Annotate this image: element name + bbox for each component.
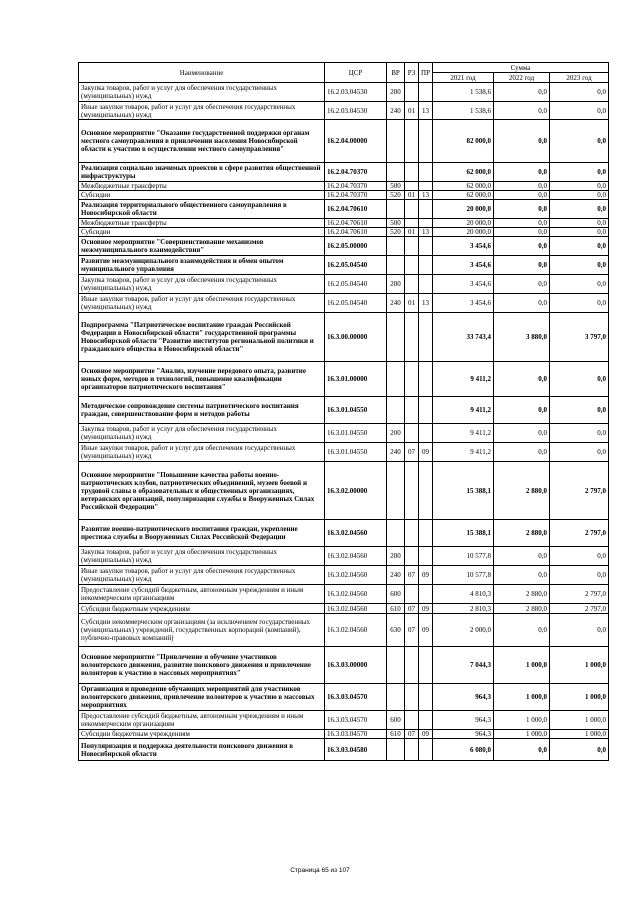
cell-name: Субсидии [79,191,325,200]
cell-vr [387,313,405,362]
page-number: Страница 65 из 107 [290,867,350,874]
cell-2023: 0,0 [550,163,609,182]
cell-2022: 0,0 [494,191,550,200]
cell-2021: 9 411,2 [433,362,494,397]
cell-rz [405,585,419,604]
cell-csr: 16.3.00.00000 [325,313,387,362]
cell-rz [405,200,419,219]
cell-2023: 1 000,0 [550,711,609,730]
cell-pr: 09 [419,566,433,585]
cell-name: Основное мероприятие "Анализ, изучение передового опыта, развитие новых форм, методов и технологий, повышение квалификации организаторов патриотического воспитания" [79,362,325,397]
cell-rz [405,397,419,424]
cell-rz [405,547,419,566]
cell-2021: 3 454,6 [433,256,494,275]
cell-2022: 0,0 [494,424,550,443]
header-pr: ПР [419,63,433,83]
cell-2023: 0,0 [550,83,609,102]
cell-name: Методическое сопровождение системы патриотического воспитания граждан, совершенствование форм и методов работы [79,397,325,424]
cell-pr [419,163,433,182]
cell-2022: 1 000,0 [494,647,550,684]
cell-rz: 07 [405,730,419,739]
cell-csr: 16.2.04.70370 [325,163,387,182]
cell-2023: 0,0 [550,256,609,275]
cell-vr [387,647,405,684]
cell-pr [419,219,433,228]
cell-vr [387,200,405,219]
cell-2023: 0,0 [550,547,609,566]
cell-2021: 964,3 [433,684,494,711]
cell-csr: 16.2.05.04540 [325,275,387,294]
cell-vr [387,256,405,275]
table-row [79,200,609,219]
cell-2022: 0,0 [494,443,550,462]
table-row [79,163,609,182]
cell-2022: 0,0 [494,294,550,313]
cell-2023: 0,0 [550,362,609,397]
cell-rz [405,120,419,163]
cell-name: Популяризация и поддержка деятельности поискового движения в Новосибирской области [79,739,325,761]
table-row [79,462,609,520]
cell-vr: 630 [387,614,405,647]
table-row [79,83,609,102]
cell-name: Субсидии бюджетным учреждениям [79,730,325,739]
cell-rz: 01 [405,191,419,200]
table-row [79,711,609,730]
cell-name: Основное мероприятие "Привлечение и обучение участников волонтерского движения, развитие поискового движения и привлечение волонтеров к участию в массовых мероприятиях" [79,647,325,684]
cell-pr: 13 [419,228,433,237]
cell-pr [419,739,433,761]
cell-2021: 7 044,3 [433,647,494,684]
cell-vr [387,397,405,424]
cell-csr: 16.3.03.00000 [325,647,387,684]
cell-name: Реализация территориального общественного самоуправления в Новосибирской области [79,200,325,219]
cell-vr [387,520,405,547]
cell-2022: 0,0 [494,566,550,585]
cell-2021: 9 411,2 [433,397,494,424]
table-row [79,424,609,443]
cell-rz [405,520,419,547]
cell-rz [405,163,419,182]
cell-2022: 0,0 [494,362,550,397]
cell-name: Развитие военно-патриотического воспитания граждан, укрепление престижа службы в Вооруженных Силах Российской Федерации [79,520,325,547]
cell-2023: 0,0 [550,102,609,120]
cell-name: Закупка товаров, работ и услуг для обеспечения государственных (муниципальных) нужд [79,547,325,566]
cell-csr: 16.2.05.04540 [325,294,387,313]
cell-name: Основное мероприятие "Совершенствование механизмов межмуниципального взаимодействия" [79,237,325,256]
cell-pr [419,275,433,294]
cell-name: Иные закупки товаров, работ и услуг для обеспечения государственных (муниципальных) нужд [79,102,325,120]
cell-pr [419,313,433,362]
cell-vr: 200 [387,424,405,443]
cell-2021: 1 538,6 [433,83,494,102]
cell-csr: 16.2.04.70610 [325,228,387,237]
table-row [79,237,609,256]
cell-vr: 520 [387,228,405,237]
cell-name: Подпрограмма "Патриотическое воспитание граждан Российской Федерации в Новосибирской области" государственной программы Новосибирской области "Развитие институтов региональной политики и гражданского общества в Новосибирской области" [79,313,325,362]
cell-2021: 3 454,6 [433,275,494,294]
cell-2021: 62 000,0 [433,163,494,182]
budget-table [78,62,609,761]
cell-rz [405,237,419,256]
cell-name: Организация и проведение обучающих мероприятий для участников волонтерского движения, привлечение волонтеров к участию в массовых мероприятиях [79,684,325,711]
cell-2022: 0,0 [494,120,550,163]
cell-vr: 200 [387,83,405,102]
table-row [79,362,609,397]
cell-2021: 15 388,1 [433,462,494,520]
header-vr: ВР [387,63,405,83]
header-sum: Сумма [433,63,609,73]
cell-2021: 2 000,0 [433,614,494,647]
cell-2023: 0,0 [550,200,609,219]
cell-name: Субсидии бюджетным учреждениям [79,604,325,614]
header-name: Наименование [79,63,325,83]
cell-2023: 2 797,0 [550,462,609,520]
cell-vr: 240 [387,566,405,585]
cell-pr [419,397,433,424]
cell-vr: 240 [387,102,405,120]
cell-pr [419,462,433,520]
cell-rz [405,462,419,520]
cell-vr: 600 [387,711,405,730]
cell-2023: 0,0 [550,237,609,256]
cell-vr [387,684,405,711]
cell-vr [387,237,405,256]
cell-name: Межбюджетные трансферты [79,219,325,228]
cell-2022: 2 880,0 [494,520,550,547]
cell-csr: 16.3.01.04550 [325,424,387,443]
cell-2023: 0,0 [550,424,609,443]
cell-csr: 16.2.04.70370 [325,191,387,200]
cell-2021: 15 388,1 [433,520,494,547]
cell-name: Иные закупки товаров, работ и услуг для обеспечения государственных (муниципальных) нужд [79,294,325,313]
cell-rz: 01 [405,294,419,313]
cell-2022: 0,0 [494,614,550,647]
cell-2022: 0,0 [494,219,550,228]
cell-2023: 0,0 [550,397,609,424]
header-csr: ЦСР [325,63,387,83]
cell-2021: 1 538,6 [433,102,494,120]
cell-2022: 0,0 [494,83,550,102]
table-row [79,313,609,362]
cell-csr: 16.3.02.04560 [325,614,387,647]
cell-pr: 13 [419,102,433,120]
cell-name: Предоставление субсидий бюджетным, автономным учреждениям и иным некоммерческим организациям [79,711,325,730]
table-row [79,219,609,228]
cell-csr: 16.3.01.04550 [325,397,387,424]
cell-vr: 600 [387,585,405,604]
cell-2023: 1 000,0 [550,647,609,684]
cell-2021: 3 454,6 [433,294,494,313]
table-row [79,120,609,163]
cell-2023: 0,0 [550,614,609,647]
cell-pr [419,120,433,163]
table-row [79,547,609,566]
cell-2021: 20 000,0 [433,219,494,228]
cell-pr: 09 [419,604,433,614]
cell-rz [405,647,419,684]
cell-vr: 200 [387,547,405,566]
cell-rz: 07 [405,604,419,614]
cell-pr [419,684,433,711]
cell-2023: 0,0 [550,566,609,585]
cell-csr: 16.3.02.04560 [325,566,387,585]
cell-csr: 16.2.03.04530 [325,102,387,120]
cell-vr: 500 [387,182,405,191]
cell-name: Предоставление субсидий бюджетным, автономным учреждениям и иным некоммерческим организациям [79,585,325,604]
cell-2023: 0,0 [550,228,609,237]
cell-pr [419,585,433,604]
cell-2021: 20 000,0 [433,200,494,219]
cell-2022: 1 000,0 [494,684,550,711]
cell-pr: 09 [419,443,433,462]
cell-vr [387,739,405,761]
cell-pr [419,182,433,191]
cell-vr [387,120,405,163]
cell-2021: 9 411,2 [433,443,494,462]
cell-csr: 16.2.04.70610 [325,219,387,228]
cell-csr: 16.3.02.04560 [325,520,387,547]
cell-pr [419,547,433,566]
cell-2021: 964,3 [433,730,494,739]
cell-csr: 16.3.01.04550 [325,443,387,462]
cell-csr: 16.3.02.04560 [325,604,387,614]
cell-2022: 2 880,0 [494,585,550,604]
header-year-2021: 2021 год [433,73,494,83]
cell-2022: 3 880,0 [494,313,550,362]
table-row [79,294,609,313]
table-row [79,228,609,237]
cell-pr [419,200,433,219]
cell-vr: 610 [387,730,405,739]
table-row [79,585,609,604]
table-row [79,191,609,200]
cell-2022: 0,0 [494,256,550,275]
cell-pr [419,424,433,443]
cell-pr [419,83,433,102]
cell-rz: 07 [405,566,419,585]
cell-vr: 610 [387,604,405,614]
cell-2021: 9 411,2 [433,424,494,443]
table-row [79,275,609,294]
header-year-2022: 2022 год [494,73,550,83]
page-footer [0,867,640,874]
cell-rz [405,219,419,228]
cell-name: Субсидии [79,228,325,237]
cell-2021: 33 743,4 [433,313,494,362]
cell-vr [387,163,405,182]
cell-2023: 2 797,0 [550,520,609,547]
cell-2023: 0,0 [550,219,609,228]
cell-pr [419,520,433,547]
cell-name: Межбюджетные трансферты [79,182,325,191]
cell-vr: 520 [387,191,405,200]
cell-2022: 0,0 [494,163,550,182]
cell-2022: 1 000,0 [494,730,550,739]
table-row [79,102,609,120]
cell-2021: 82 000,0 [433,120,494,163]
cell-2021: 3 454,6 [433,237,494,256]
cell-2023: 1 000,0 [550,684,609,711]
cell-2023: 0,0 [550,120,609,163]
cell-2023: 0,0 [550,443,609,462]
table-row [79,647,609,684]
cell-2022: 0,0 [494,182,550,191]
cell-pr: 09 [419,730,433,739]
cell-name: Иные закупки товаров, работ и услуг для обеспечения государственных (муниципальных) нужд [79,443,325,462]
cell-vr: 500 [387,219,405,228]
cell-vr: 200 [387,275,405,294]
cell-rz [405,313,419,362]
cell-2022: 2 880,0 [494,604,550,614]
table-row [79,182,609,191]
header-rz: РЗ [405,63,419,83]
header-year-2023: 2023 год [550,73,609,83]
cell-csr: 16.3.02.04560 [325,547,387,566]
cell-rz: 07 [405,614,419,647]
cell-2023: 3 797,0 [550,313,609,362]
cell-rz: 01 [405,102,419,120]
cell-2021: 10 577,8 [433,547,494,566]
cell-2023: 0,0 [550,739,609,761]
cell-csr: 16.3.03.04570 [325,684,387,711]
cell-pr [419,237,433,256]
cell-2022: 0,0 [494,237,550,256]
table-row [79,739,609,761]
cell-csr: 16.3.03.04570 [325,730,387,739]
cell-2023: 0,0 [550,182,609,191]
cell-2021: 62 000,0 [433,182,494,191]
cell-name: Реализация социально значимых проектов в сфере развития общественной инфраструктуры [79,163,325,182]
table-body [79,83,609,761]
cell-2023: 2 797,0 [550,585,609,604]
cell-2022: 0,0 [494,275,550,294]
cell-name: Закупка товаров, работ и услуг для обеспечения государственных (муниципальных) нужд [79,424,325,443]
cell-rz [405,275,419,294]
table-row [79,397,609,424]
cell-2022: 0,0 [494,397,550,424]
cell-csr: 16.2.04.70370 [325,182,387,191]
cell-rz [405,83,419,102]
cell-2023: 0,0 [550,275,609,294]
cell-pr [419,711,433,730]
table-row [79,614,609,647]
cell-csr: 16.2.05.04540 [325,256,387,275]
cell-name: Иные закупки товаров, работ и услуг для обеспечения государственных (муниципальных) нужд [79,566,325,585]
cell-name: Закупка товаров, работ и услуг для обеспечения государственных (муниципальных) нужд [79,83,325,102]
cell-rz [405,711,419,730]
cell-2022: 0,0 [494,739,550,761]
table-row [79,520,609,547]
cell-name: Основное мероприятие "Повышение качества работы военно-патриотических клубов, патриотических объединений, музеев боевой и трудовой славы в образовательных и общественных организациях, ветеранских организаций, популяризация службы в Вооруженных Силах Российской Федерации" [79,462,325,520]
cell-2021: 10 577,8 [433,566,494,585]
cell-name: Основное мероприятие "Оказание государственной поддержки органам местного самоуправления в привлечении населения Новосибирской области к участию в осуществлении местного самоуправления" [79,120,325,163]
cell-2021: 6 080,0 [433,739,494,761]
cell-csr: 16.2.05.00000 [325,237,387,256]
cell-rz [405,684,419,711]
cell-2022: 2 880,0 [494,462,550,520]
cell-2022: 1 000,0 [494,711,550,730]
cell-2022: 0,0 [494,200,550,219]
cell-2022: 0,0 [494,547,550,566]
cell-pr [419,647,433,684]
cell-rz [405,256,419,275]
table-row [79,443,609,462]
cell-name: Развитие межмуниципального взаимодействия и обмен опытом муниципального управления [79,256,325,275]
cell-2023: 0,0 [550,294,609,313]
cell-vr: 240 [387,294,405,313]
cell-csr: 16.3.03.04570 [325,711,387,730]
cell-csr: 16.2.04.70610 [325,200,387,219]
cell-rz [405,362,419,397]
cell-2022: 0,0 [494,102,550,120]
cell-rz [405,182,419,191]
cell-2021: 20 000,0 [433,228,494,237]
cell-2023: 0,0 [550,191,609,200]
table-row [79,566,609,585]
cell-2021: 62 000,0 [433,191,494,200]
table-row [79,684,609,711]
table-row [79,604,609,614]
cell-csr: 16.3.02.04560 [325,585,387,604]
cell-pr [419,362,433,397]
cell-rz: 07 [405,443,419,462]
cell-name: Закупка товаров, работ и услуг для обеспечения государственных (муниципальных) нужд [79,275,325,294]
table-row [79,256,609,275]
cell-rz: 01 [405,228,419,237]
cell-pr: 09 [419,614,433,647]
cell-csr: 16.3.01.00000 [325,362,387,397]
cell-rz [405,739,419,761]
cell-2021: 4 810,3 [433,585,494,604]
cell-2021: 964,3 [433,711,494,730]
cell-2022: 0,0 [494,228,550,237]
cell-pr: 13 [419,191,433,200]
cell-csr: 16.3.03.04580 [325,739,387,761]
cell-csr: 16.2.04.00000 [325,120,387,163]
cell-csr: 16.2.03.04530 [325,83,387,102]
table-row [79,730,609,739]
cell-pr [419,256,433,275]
cell-vr [387,362,405,397]
cell-2023: 1 000,0 [550,730,609,739]
cell-2021: 2 810,3 [433,604,494,614]
cell-vr [387,462,405,520]
cell-csr: 16.3.02.00000 [325,462,387,520]
cell-name: Субсидии некоммерческим организациям (за исключением государственных (муниципальных) учреждений, государственных корпораций (компаний), публично-правовых компаний) [79,614,325,647]
cell-2023: 2 797,0 [550,604,609,614]
cell-vr: 240 [387,443,405,462]
cell-rz [405,424,419,443]
cell-pr: 13 [419,294,433,313]
